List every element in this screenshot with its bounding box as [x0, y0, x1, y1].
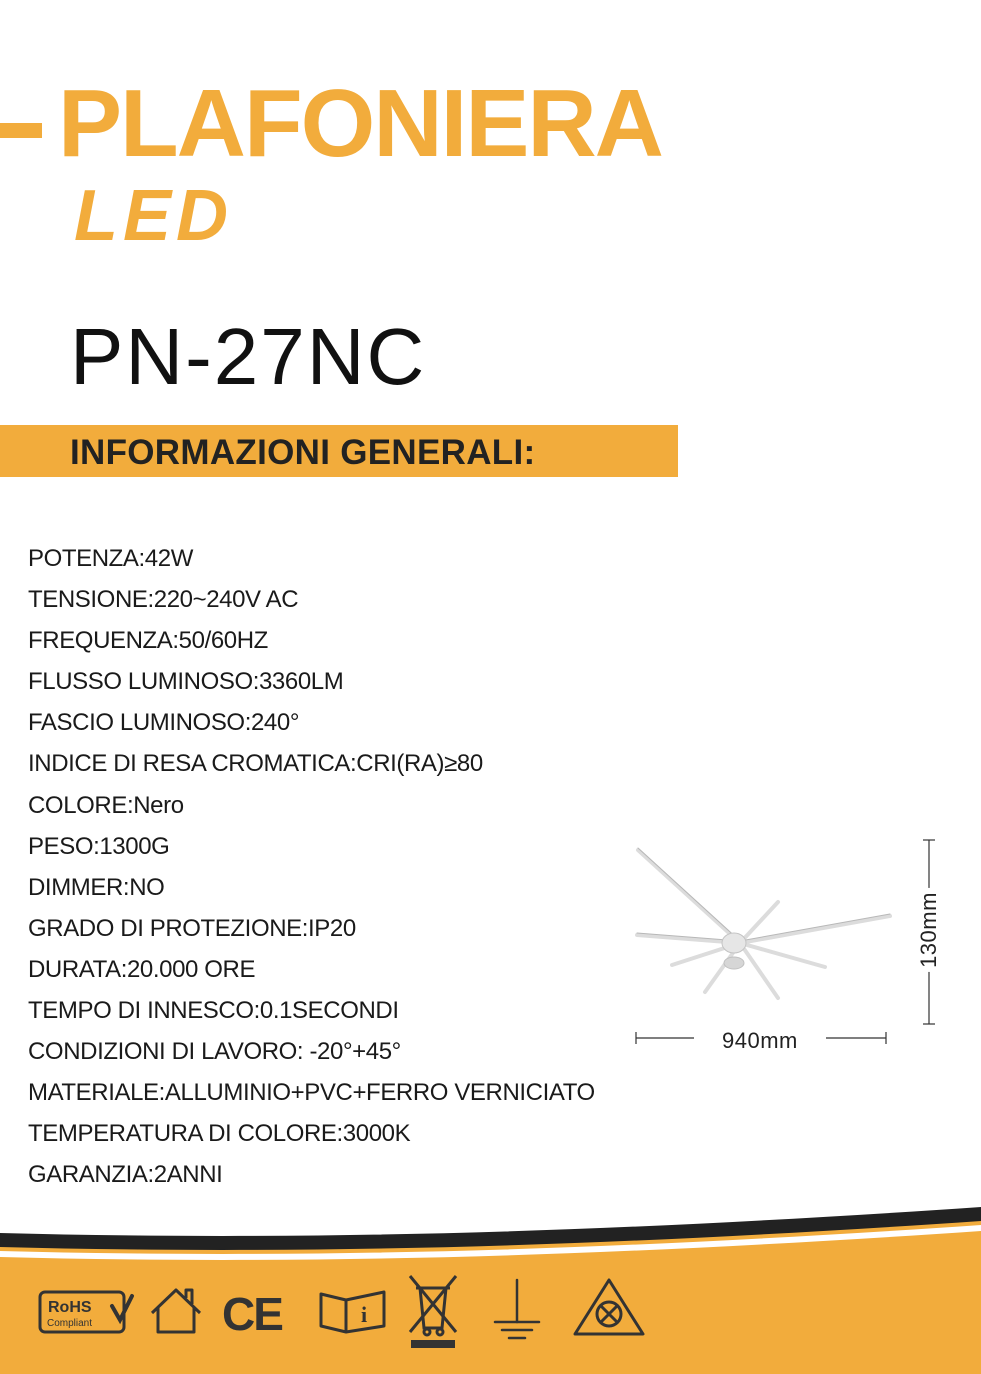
- section-header-label: INFORMAZIONI GENERALI:: [70, 433, 536, 472]
- spec-item: GRADO DI PROTEZIONE:IP20: [28, 914, 356, 942]
- section-header-band: [0, 425, 678, 477]
- ground-icon: [495, 1280, 539, 1338]
- product-category-title: PLAFONIERA: [58, 70, 662, 177]
- rohs-sublabel: Compliant: [47, 1318, 93, 1329]
- weee-bin-icon: [410, 1276, 456, 1348]
- spec-item: FLUSSO LUMINOSO:3360LM: [28, 668, 344, 696]
- width-dimension-label: 940mm: [718, 1028, 802, 1054]
- read-manual-icon: [321, 1292, 384, 1332]
- spec-item: TEMPO DI INNESCO:0.1SECONDI: [28, 997, 399, 1025]
- spec-item: DIMMER:NO: [28, 873, 165, 901]
- product-drawing: [620, 830, 950, 1040]
- certification-icons: [36, 1270, 676, 1360]
- spec-item: FASCIO LUMINOSO:240°: [28, 709, 300, 737]
- spec-item: TEMPERATURA DI COLORE:3000K: [28, 1120, 411, 1148]
- rohs-label: RoHS: [48, 1299, 92, 1316]
- spec-list: [28, 538, 595, 1196]
- no-cover-insulation-icon: [575, 1280, 643, 1334]
- spec-item: GARANZIA:2ANNI: [28, 1161, 223, 1189]
- rohs-compliant-icon: [40, 1292, 132, 1332]
- spec-item: INDICE DI RESA CROMATICA:CRI(RA)≥80: [28, 750, 483, 778]
- model-number: PN-27NC: [70, 312, 427, 401]
- ce-mark-icon: [222, 1288, 282, 1340]
- spec-item: DURATA:20.000 ORE: [28, 955, 256, 983]
- spec-item: CONDIZIONI DI LAVORO: -20°+45°: [28, 1038, 401, 1066]
- height-dimension-label: 130mm: [916, 888, 942, 972]
- spec-item: POTENZA:42W: [28, 545, 193, 572]
- spec-item: PESO:1300G: [28, 832, 170, 860]
- spec-item: MATERIALE:ALLUMINIO+PVC+FERRO VERNICIATO: [28, 1079, 595, 1107]
- indoor-use-icon: [152, 1290, 200, 1332]
- spec-item: TENSIONE:220~240V AC: [28, 586, 299, 614]
- ce-label: CE: [222, 1288, 282, 1340]
- title-accent-dash: [0, 123, 42, 138]
- product-subtitle: LED: [74, 176, 233, 256]
- manual-info-glyph: i: [361, 1302, 368, 1327]
- spec-item: FREQUENZA:50/60HZ: [28, 627, 268, 655]
- spec-item: COLORE:Nero: [28, 791, 184, 819]
